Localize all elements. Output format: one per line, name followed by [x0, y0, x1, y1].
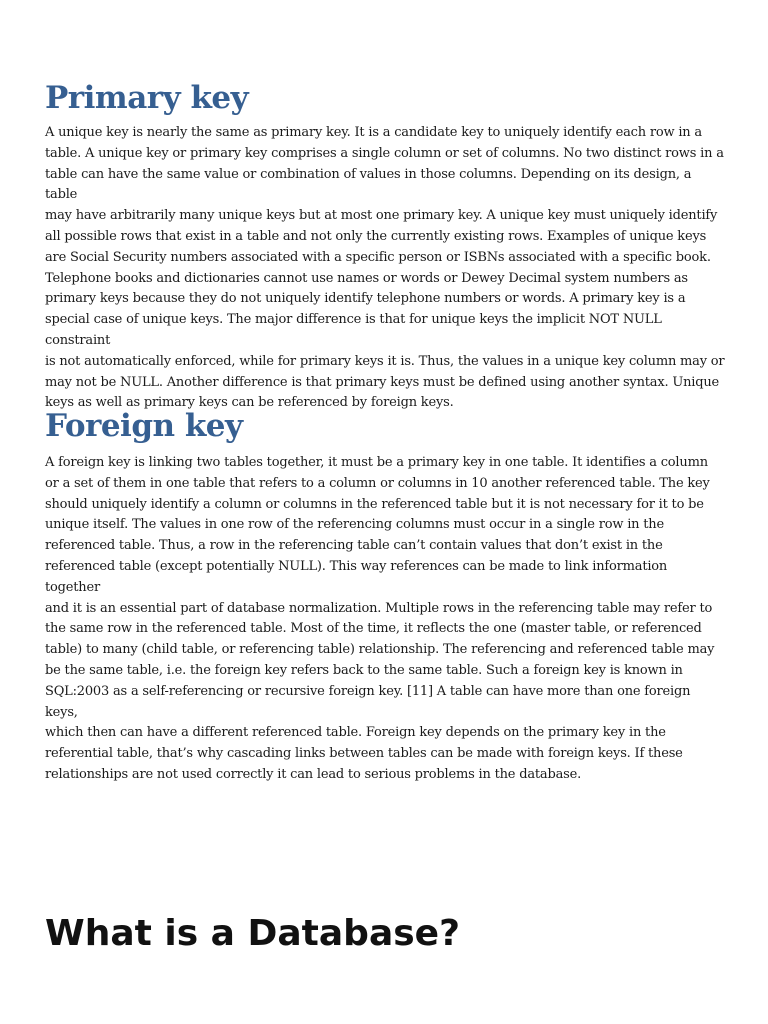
primary-key-paragraph: A unique key is nearly the same as primary key. It is a candidate key to uniquely identify each row in a table. A unique key or primary key comprises a single column or set of columns. No two distinct rows in a table can have the same value or combination of values in those columns. Depending on its design, a table may have arbitrarily many unique keys but at most one primary key. A unique key must uniquely identify all possible rows that exist in a table and not only the currently existing rows. Examples of unique keys are Social Security numbers associated with a specific person or ISBNs associated with a specific book. Telephone books and dictionaries cannot use names or words or Dewey Decimal system numbers as primary keys because they do not uniquely identify telephone numbers or words. A primary key is a special case of unique keys. The major difference is that for unique keys the implicit NOT NULL constraint is not automatically enforced, while for primary keys it is. Thus, the values in a unique key column may or may not be NULL. Another difference is that primary keys must be defined using another syntax. Unique keys as well as primary keys can be referenced by foreign keys. — [45, 125, 725, 411]
foreign-key-heading: Foreign key — [45, 408, 243, 444]
primary-key-heading: Primary key — [45, 80, 249, 116]
what-is-a-database-heading: What is a Database? — [45, 913, 460, 954]
foreign-key-paragraph: A foreign key is linking two tables together, it must be a primary key in one table. It identifies a column or a set of them in one table that refers to a column or columns in 10 another referenced table. The key should uniquely identify a column or columns in the referenced table but it is not necessary for it to be unique itself. The values in one row of the referencing columns must occur in a single row in the referenced table. Thus, a row in the referencing table can’t contain values that don’t exist in the referenced table (except potentially NULL). This way references can be made to link information together and it is an essential part of database normalization. Multiple rows in the referencing table may refer to the same row in the referenced table. Most of the time, it reflects the one (master table, or referenced table) to many (child table, or referencing table) relationship. The referencing and referenced table may be the same table, i.e. the foreign key refers back to the same table. Such a foreign key is known in SQL:2003 as a self-referencing or recursive foreign key. [11] A table can have more than one foreign keys, which then can have a different referenced table. Foreign key depends on the primary key in the referential table, that’s why cascading links between tables can be made with foreign keys. If these relationships are not used correctly it can lead to serious problems in the database. — [45, 455, 715, 782]
